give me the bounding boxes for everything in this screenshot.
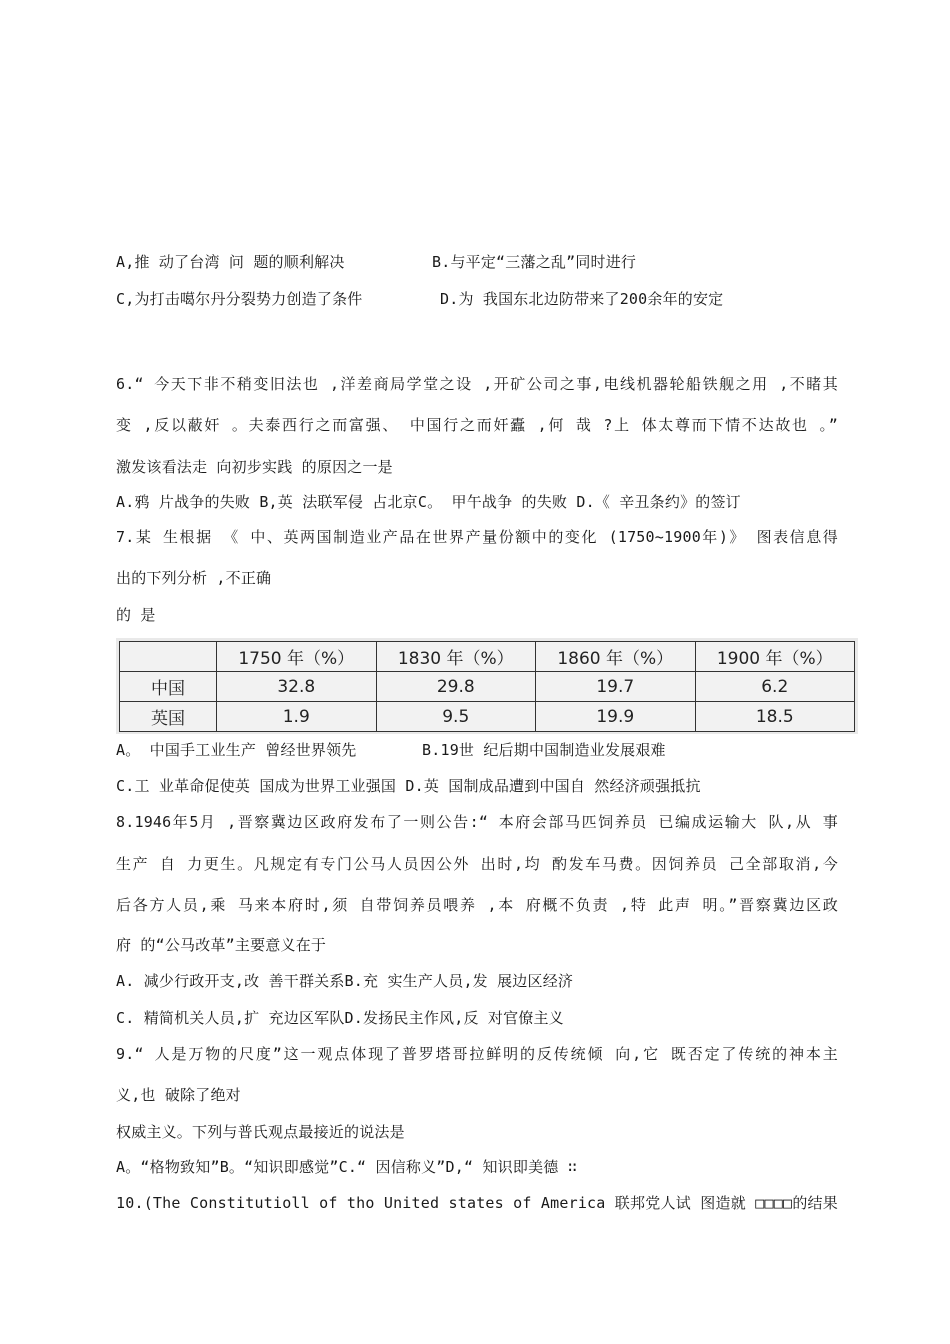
q7-option-row-2: C.工 业革命促使英 国成为世界工业强国 D.英 国制成品遭到中国自 然经济顽强抵抗 (116, 777, 701, 795)
q6-stem-line-1: 6.“ 今天下非不稍变旧法也 ,洋差商局学堂之设 ,开矿公司之事,电线机器轮船铁舰之用 ,不睹其 (116, 375, 838, 393)
table-cell: 29.8 (376, 672, 536, 702)
q7-stem-line-2: 出的下列分析 ,不正确 (116, 569, 272, 587)
table-cell: 1.9 (217, 702, 377, 732)
q7-option-a: A。 中国手工业生产 曾经世界领先 (116, 741, 357, 759)
table-corner-cell (120, 642, 217, 672)
table-cell: 18.5 (695, 702, 855, 732)
table-row (120, 672, 855, 702)
table-cell: 19.7 (536, 672, 696, 702)
q7-data-table-image (116, 638, 858, 734)
q8-stem-line-2: 生产 自 力更生。凡规定有专门公马人员因公外 出时,均 酌发车马费。因饲养员 己全部取消,今 (116, 855, 838, 873)
table-cell: 6.2 (695, 672, 855, 702)
q9-options: A。“格物致知”B。“知识即感觉”C.“ 因信称义”D,“ 知识即美德 ∷ (116, 1158, 577, 1176)
q8-option-row-1: A. 减少行政开支,改 善干群关系B.充 实生产人员,发 展边区经济 (116, 972, 574, 990)
q5-option-a: A,推 动了台湾 问 题的顺利解决 (116, 253, 345, 271)
q8-stem-line-1: 8.1946年5月 ,晋察冀边区政府发布了一则公告:“ 本府会部马匹饲养员 已编成运输大 队,从 事 (116, 813, 838, 831)
table-header-cell: 1900 年（%） (695, 642, 855, 672)
table-cell: 32.8 (217, 672, 377, 702)
q5-option-row-1 (116, 252, 636, 272)
table-row-label: 中国 (120, 672, 217, 702)
table-header-cell: 1750 年（%） (217, 642, 377, 672)
q8-option-row-2: C. 精简机关人员,扩 充边区军队D.发扬民主作风,反 对官僚主义 (116, 1009, 564, 1027)
table-header-row (120, 642, 855, 672)
table-row (120, 702, 855, 732)
table-header-cell: 1860 年（%） (536, 642, 696, 672)
q8-stem-line-4: 府 的“公马改革”主要意义在于 (116, 936, 327, 954)
q6-stem-line-2: 变 ,反以蔽奸 。夫泰西行之而富强、 中国行之而奸蠹 ,何 哉 ?上 体太尊而下情不达故也 。” (116, 416, 838, 434)
q7-option-b: B.19世 纪后期中国制造业发展艰难 (422, 741, 666, 759)
q9-stem-line-2: 义,也 破除了绝对 (116, 1086, 241, 1104)
q9-stem-line-1: 9.“ 人是万物的尺度”这一观点体现了普罗塔哥拉鲜明的反传统倾 向,它 既否定了传统的神本主 (116, 1045, 838, 1063)
q5-option-b: B.与平定“三藩之乱”同时进行 (432, 253, 637, 271)
table-header-cell: 1830 年（%） (376, 642, 536, 672)
q5-option-c: C,为打击噶尔丹分裂势力创造了条件 (116, 290, 363, 308)
q10-stem-line-1: 10.(The Constitutioll of tho United states of America 联邦党人试 图造就 □□□□的结果 (116, 1194, 838, 1212)
q9-stem-line-3: 权威主义。下列与普氏观点最接近的说法是 (116, 1123, 405, 1141)
q7-stem-line-1: 7.某 生根据 《 中、英两国制造业产品在世界产量份额中的变化 (1750~1900年)》 图表信息得 (116, 528, 838, 546)
q5-option-d: D.为 我国东北边防带来了200余年的安定 (440, 290, 724, 308)
q7-stem-line-3: 的 是 (116, 606, 156, 624)
q6-stem-line-3: 激发该看法走 向初步实践 的原因之一是 (116, 458, 393, 476)
table-cell: 19.9 (536, 702, 696, 732)
q7-option-row-1 (116, 740, 666, 760)
q5-option-row-2 (116, 289, 723, 309)
q6-options: A.鸦 片战争的失败 B,英 法联军侵 占北京C。 甲午战争 的失败 D.《 辛丑条约》的签订 (116, 493, 741, 511)
q8-stem-line-3: 后各方人员,乘 马来本府时,须 自带饲养员喂养 ,本 府概不负责 ,特 此声 明。”晋察冀边区政 (116, 896, 838, 914)
table-cell: 9.5 (376, 702, 536, 732)
table-row-label: 英国 (120, 702, 217, 732)
q7-data-table (119, 641, 855, 732)
